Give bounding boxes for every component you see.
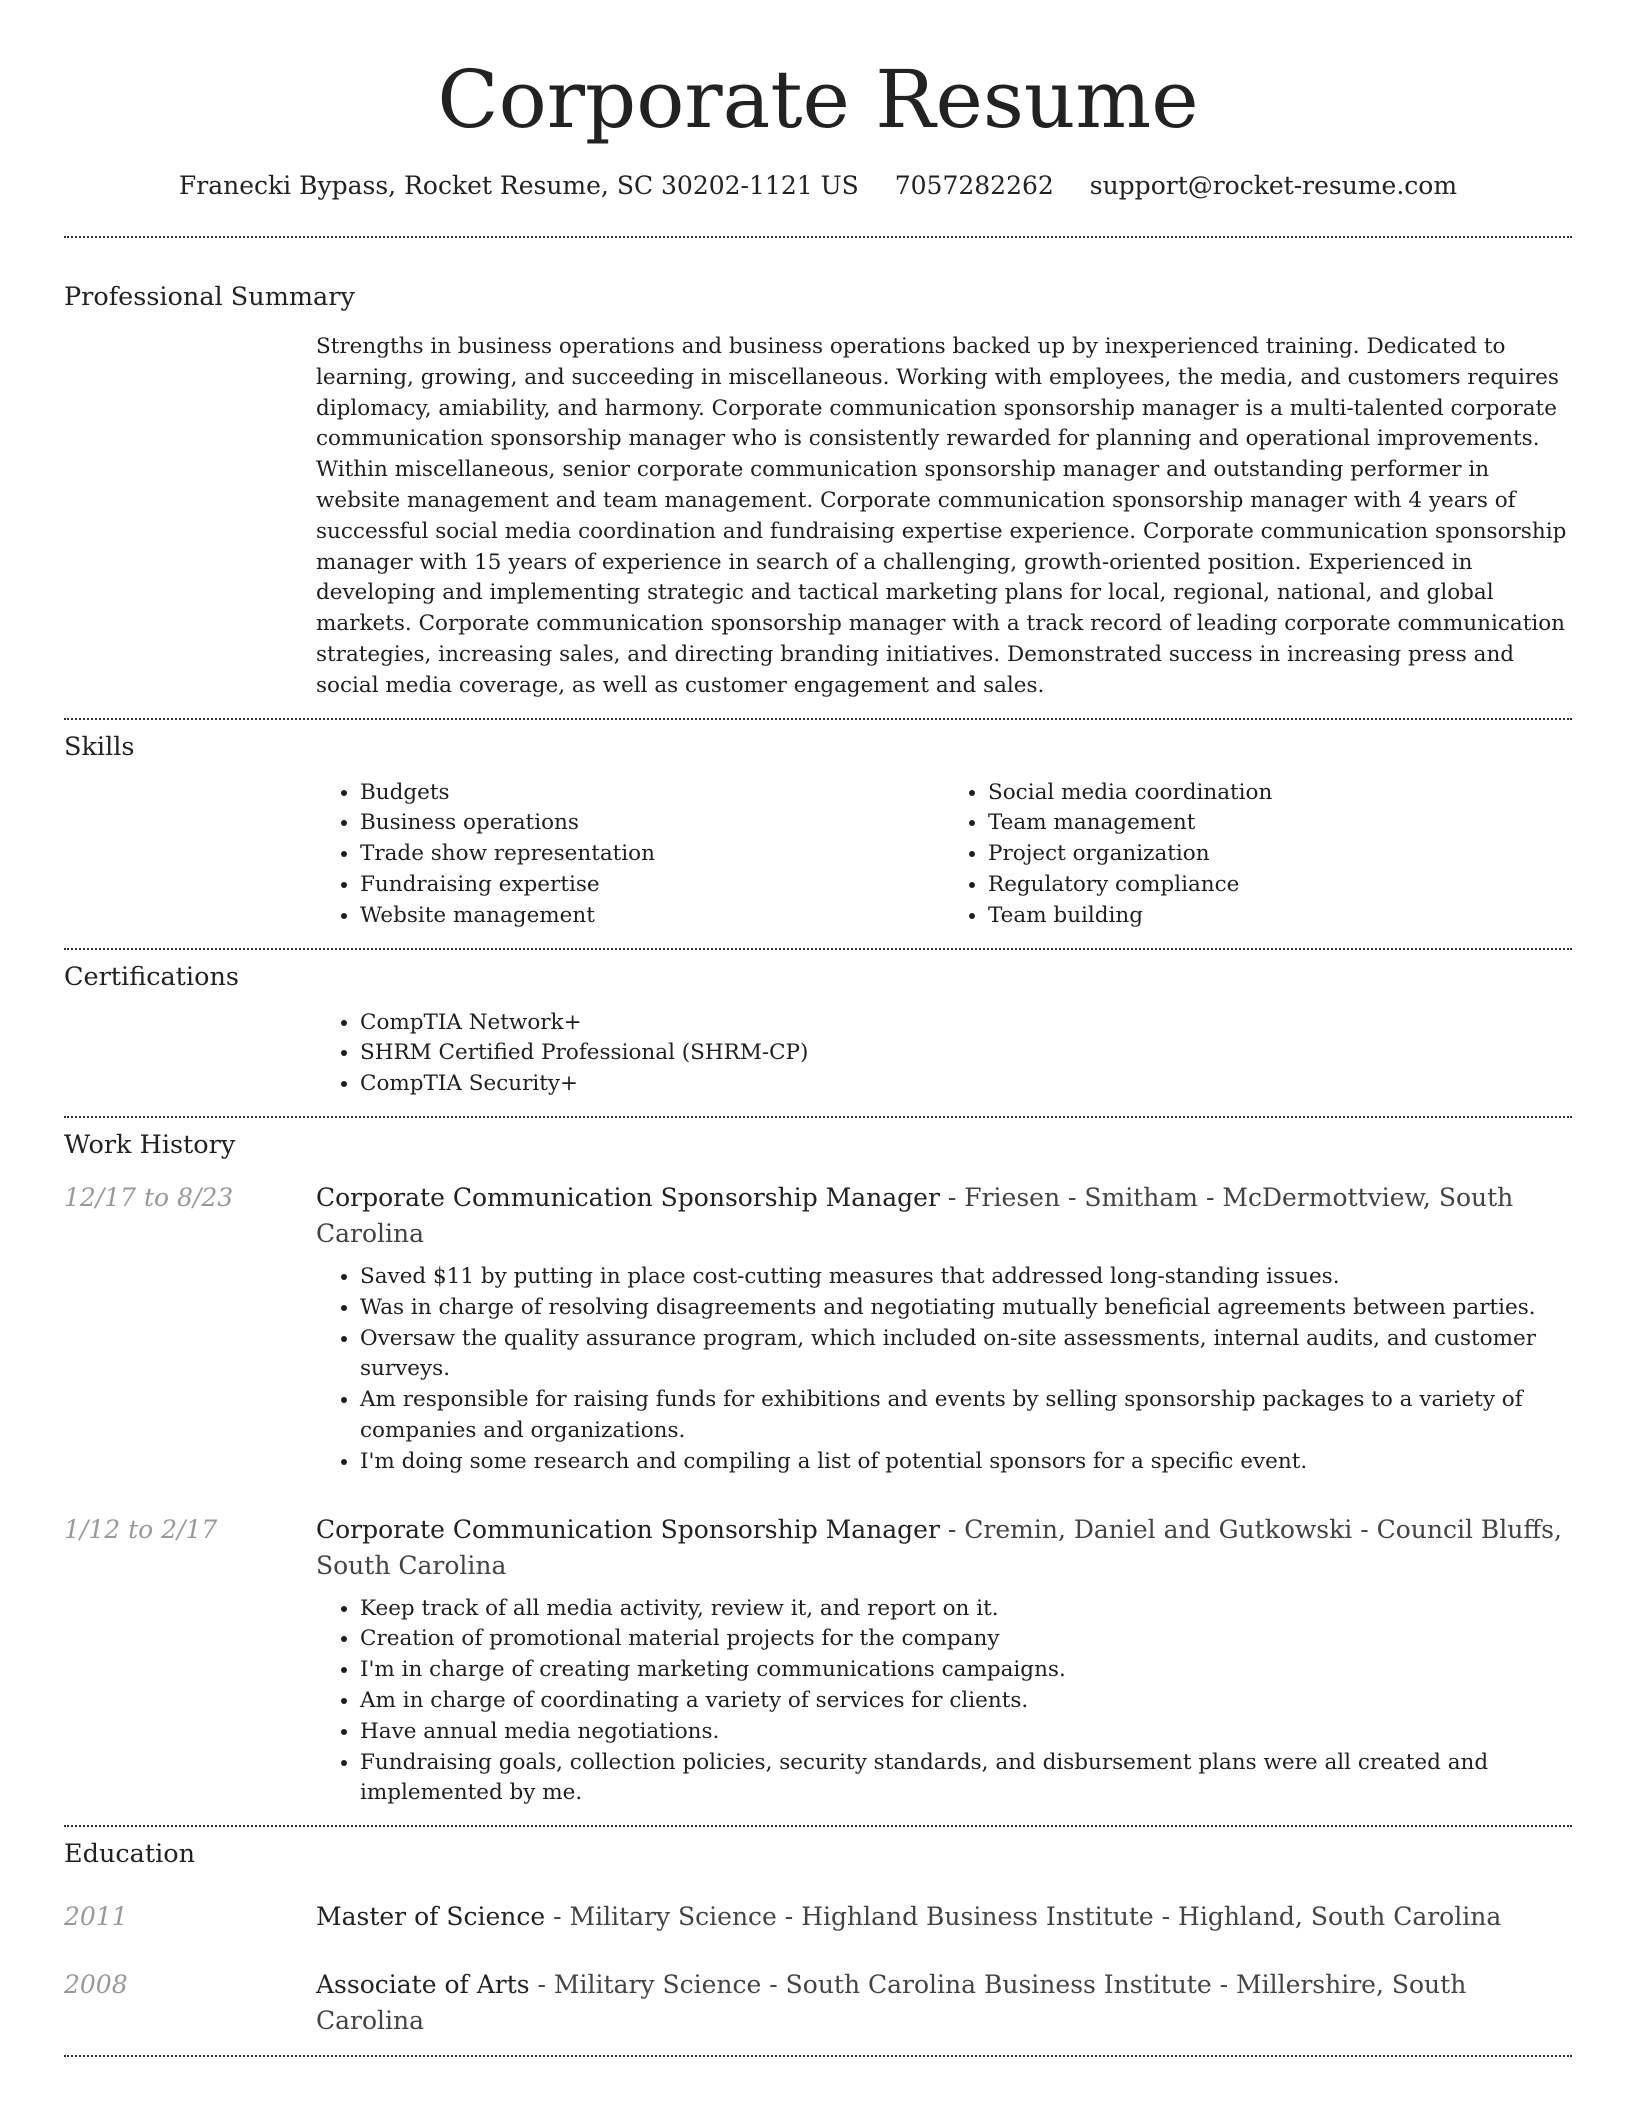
certifications-section xyxy=(64,960,1572,1116)
skills-list-left xyxy=(316,778,944,932)
skills-columns xyxy=(316,778,1572,948)
skills-heading: Skills xyxy=(64,731,135,762)
education-degree: Master of Science xyxy=(316,1902,546,1932)
skill-item: • Website management xyxy=(360,901,944,932)
job-duty-item: • Keep track of all media activity, review it, and report on it. xyxy=(360,1594,1572,1625)
job-duties-list xyxy=(316,1262,1572,1478)
education-entry xyxy=(64,1967,1572,2055)
work-history-heading: Work History xyxy=(64,1129,236,1160)
contact-line xyxy=(64,168,1572,204)
skill-item: • Trade show representation xyxy=(360,839,944,870)
job-entry xyxy=(64,1512,1572,1826)
job-title xyxy=(316,1180,1572,1252)
job-title xyxy=(316,1512,1572,1584)
certification-item: • SHRM Certified Professional (SHRM-CP) xyxy=(360,1038,1572,1069)
job-role: Corporate Communication Sponsorship Manager xyxy=(316,1514,940,1544)
skills-list-right xyxy=(944,778,1572,932)
education-title xyxy=(316,1899,1501,1935)
education-details: - Military Science - Highland Business Institute - Highland, South Carolina xyxy=(545,1902,1502,1932)
job-body xyxy=(316,1180,1572,1478)
skill-item: • Budgets xyxy=(360,778,944,809)
contact-phone: 7057282262 xyxy=(894,171,1054,200)
certification-item: • CompTIA Security+ xyxy=(360,1069,1572,1100)
job-duty-item: • Creation of promotional material projects for the company xyxy=(360,1624,1572,1655)
skills-section xyxy=(64,730,1572,948)
summary-heading: Professional Summary xyxy=(64,282,355,312)
section-divider xyxy=(64,236,1572,238)
job-duty-item: • Have annual media negotiations. xyxy=(360,1717,1572,1748)
certification-item: • CompTIA Network+ xyxy=(360,1008,1572,1039)
job-duty-item: • Oversaw the quality assurance program, which included on-site assessments, internal audits, and customer surveys. xyxy=(360,1324,1572,1386)
summary-text: Strengths in business operations and business operations backed up by inexperienced training. Dedicated to learning, growing, and succeeding in miscellaneous. Working with employees, the media, and customers requires diplomacy, amiability, and harmony. Corporate communication sponsorship manager is a multi-talented corporate communication sponsorship manager who is consistently rewarded for planning and operational improvements. Within miscellaneous, senior corporate communication sponsorship manager and outstanding performer in website management and team management. Corporate communication sponsorship manager with 4 years of successful social media coordination and fundraising expertise experience. Corporate communication sponsorship manager with 15 years of experience in search of a challenging, growth-oriented position. Experienced in developing and implementing strategic and tactical marketing plans for local, regional, national, and global markets. Corporate communication sponsorship manager with a track record of leading corporate communication strategies, increasing sales, and directing branding initiatives. Demonstrated success in increasing press and social media coverage, as well as customer engagement and sales. xyxy=(316,334,1567,698)
job-duty-item: • Saved $11 by putting in place cost-cutting measures that addressed long-standing issues. xyxy=(360,1262,1572,1293)
education-entry xyxy=(64,1899,1572,1935)
education-heading: Education xyxy=(64,1839,196,1870)
job-duty-item: • Was in charge of resolving disagreements and negotiating mutually beneficial agreements between parties. xyxy=(360,1293,1572,1324)
skill-item: • Team building xyxy=(988,901,1572,932)
skill-item: • Business operations xyxy=(360,808,944,839)
certifications-heading: Certifications xyxy=(64,961,239,992)
page-title: Corporate Resume xyxy=(437,53,1199,146)
skill-item: • Fundraising expertise xyxy=(360,870,944,901)
skill-item: • Team management xyxy=(988,808,1572,839)
section-divider xyxy=(64,718,1572,720)
skill-item: • Regulatory compliance xyxy=(988,870,1572,901)
resume-header xyxy=(64,0,1572,204)
job-duty-item: • Am in charge of coordinating a variety of services for clients. xyxy=(360,1686,1572,1717)
education-details: - Military Science - South Carolina Business Institute - Millershire, South Carolina xyxy=(316,1970,1467,2036)
job-entry xyxy=(64,1180,1572,1478)
summary-section xyxy=(64,280,1572,718)
section-divider xyxy=(64,948,1572,950)
contact-email: support@rocket-resume.com xyxy=(1089,171,1458,200)
job-duties-list xyxy=(316,1594,1572,1810)
job-dates: 1/12 to 2/17 xyxy=(64,1514,218,1544)
job-employer-location: - Cremin, Daniel and Gutkowski - Council Bluffs, South Carolina xyxy=(316,1514,1562,1580)
education-year: 2011 xyxy=(64,1902,128,1932)
resume-page xyxy=(64,0,1572,2057)
skill-item: • Social media coordination xyxy=(988,778,1572,809)
job-duty-item: • Fundraising goals, collection policies, security standards, and disbursement plans were all created and implemented by me. xyxy=(360,1748,1572,1810)
section-divider xyxy=(64,2055,1572,2057)
contact-address: Franecki Bypass, Rocket Resume, SC 30202-1121 US xyxy=(178,171,859,200)
job-dates: 12/17 to 8/23 xyxy=(64,1182,234,1212)
job-duty-item: • I'm in charge of creating marketing communications campaigns. xyxy=(360,1655,1572,1686)
education-degree: Associate of Arts xyxy=(316,1970,530,2000)
job-duty-item: • I'm doing some research and compiling a list of potential sponsors for a specific event. xyxy=(360,1447,1572,1478)
education-year: 2008 xyxy=(64,1970,128,2000)
job-duty-item: • Am responsible for raising funds for exhibitions and events by selling sponsorship packages to a variety of companies and organizations. xyxy=(360,1385,1572,1447)
job-employer-location: - Friesen - Smitham - McDermottview, South Carolina xyxy=(316,1182,1514,1248)
section-divider xyxy=(64,1825,1572,1827)
work-history-section xyxy=(64,1128,1572,1825)
job-body xyxy=(316,1512,1572,1810)
education-title xyxy=(316,1967,1572,2039)
job-role: Corporate Communication Sponsorship Manager xyxy=(316,1182,940,1212)
skill-item: • Project organization xyxy=(988,839,1572,870)
section-divider xyxy=(64,1116,1572,1118)
certifications-list xyxy=(316,1008,1572,1116)
education-section xyxy=(64,1837,1572,2055)
